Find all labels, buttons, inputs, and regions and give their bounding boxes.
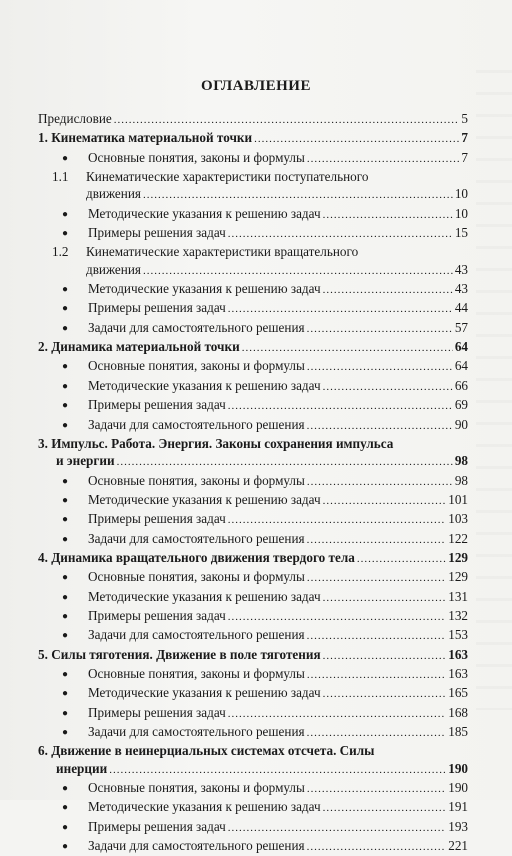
toc-entry-text: Основные понятия, законы и формулы [88,780,305,796]
bullet-icon: ● [62,208,69,220]
toc-page-number: 43 [454,281,468,297]
bullet-icon: ● [62,303,69,315]
toc-entry-text: Примеры решения задач [88,225,226,241]
toc-row [38,110,468,129]
toc-bullet-row [38,588,468,607]
leader-dots [323,207,453,224]
bullet-icon: ● [62,802,69,814]
toc-entry-text: Примеры решения задач [88,300,226,316]
leader-dots [307,725,447,742]
toc-chapter-row [38,549,468,568]
toc-page-number: 98 [454,472,468,488]
toc-entry-text: Методические указания к решению задач [88,377,321,393]
toc-chapter-title: 2. Динамика материальной точки [38,339,240,355]
leader-dots [228,301,453,318]
toc-bullet-row [38,798,468,817]
bullet-icon: ● [62,783,69,795]
toc-page-number: 7 [461,149,468,165]
leader-dots [323,282,453,299]
toc-bullet-row [38,205,468,224]
toc-chapter-title: и энергии [56,453,115,469]
toc-page-number: 90 [454,416,468,432]
toc-bullet-row [38,607,468,626]
toc-bullet-row [38,626,468,645]
toc-page-number: 168 [448,704,468,720]
table-of-contents [38,110,468,856]
leader-dots [323,648,447,665]
bullet-icon: ● [62,419,69,431]
leader-dots [323,493,447,510]
toc-page-number: 7 [461,130,468,146]
toc-entry-text: Методические указания к решению задач [88,205,321,221]
bullet-icon: ● [62,630,69,642]
toc-subsection [38,168,468,205]
leader-dots [228,609,446,626]
bleed-through-shadow [476,70,512,710]
toc-subsection [38,243,468,280]
bullet-icon: ● [62,610,69,622]
page-title: ОГЛАВЛЕНИЕ [201,78,311,94]
toc-page-number: 131 [448,588,468,604]
toc-bullet-row [38,818,468,837]
toc-entry-text: Примеры решения задач [88,818,226,834]
toc-bullet-row [38,377,468,396]
leader-dots [117,454,453,471]
bullet-icon: ● [62,380,69,392]
toc-page-number: 163 [448,646,468,662]
toc-chapter-two-line [38,435,468,472]
toc-page-number: 10 [454,205,468,221]
leader-dots [228,226,453,243]
toc-bullet-row [38,723,468,742]
toc-page-number: 44 [454,300,468,316]
leader-dots [357,551,446,568]
toc-entry-text: Задачи для самостоятельного решения [88,627,305,643]
toc-entry-text: Основные понятия, законы и формулы [88,665,305,681]
toc-entry-text: Основные понятия, законы и формулы [88,149,305,165]
leader-dots [228,512,446,529]
toc-bullet-row [38,416,468,435]
toc-page-number: 5 [461,111,468,126]
leader-dots [307,781,446,798]
leader-dots [143,187,453,204]
toc-bullet-row [38,530,468,549]
toc-entry-text: Предисловие [38,111,112,126]
toc-bullet-row [38,665,468,684]
leader-dots [323,686,447,703]
bullet-icon: ● [62,228,69,240]
leader-dots [307,321,453,338]
toc-bullet-row [38,319,468,338]
bullet-icon: ● [62,707,69,719]
leader-dots [307,570,446,587]
leader-dots [228,706,446,723]
bullet-icon: ● [62,475,69,487]
toc-chapter-title: 3. Импульс. Работа. Энергия. Законы сохранения импульса [38,435,394,451]
toc-bullet-row [38,472,468,491]
toc-chapter-row [38,646,468,665]
bullet-icon: ● [62,821,69,833]
toc-page-number: 98 [454,453,468,469]
toc-entry-text: Основные понятия, законы и формулы [88,358,305,374]
toc-entry-text: Кинематические характеристики поступательного [86,169,369,185]
toc-entry-text: Задачи для самостоятельного решения [88,530,305,546]
bullet-icon: ● [62,514,69,526]
bullet-icon: ● [62,688,69,700]
toc-page-number: 153 [448,627,468,643]
toc-chapter-row [38,129,468,148]
leader-dots [323,590,447,607]
toc-entry-text: Основные понятия, законы и формулы [88,472,305,488]
toc-page-number: 10 [454,186,468,202]
toc-page-number: 122 [448,530,468,546]
leader-dots [307,667,446,684]
toc-entry-text: Примеры решения задач [88,397,226,413]
toc-page-number: 57 [454,319,468,335]
bullet-icon: ● [62,400,69,412]
leader-dots [143,263,453,280]
bullet-icon: ● [62,322,69,334]
toc-entry-text: Методические указания к решению задач [88,799,321,815]
toc-bullet-row [38,837,468,856]
leader-dots [307,628,447,645]
toc-bullet-row [38,299,468,318]
toc-page-number: 185 [448,724,468,739]
leader-dots [307,839,447,856]
toc-bullet-row [38,491,468,510]
leader-dots [307,151,460,168]
bullet-icon: ● [62,533,69,545]
toc-page-number: 64 [454,358,468,374]
subsection-number: 1.1 [52,169,69,185]
toc-entry-text: Методические указания к решению задач [88,685,321,701]
toc-page-number: 163 [448,665,468,681]
toc-page-number: 101 [448,491,468,507]
toc-page-number: 103 [448,511,468,527]
toc-page-number: 221 [448,838,468,854]
leader-dots [228,820,446,837]
toc-chapter-row [38,338,468,357]
bullet-icon: ● [62,494,69,506]
toc-entry-text: Примеры решения задач [88,607,226,623]
toc-entry-text: Методические указания к решению задач [88,281,321,297]
toc-chapter-title: 1. Кинематика материальной точки [38,130,253,146]
toc-bullet-row [38,779,468,798]
bullet-icon: ● [62,361,69,373]
leader-dots [114,112,460,129]
leader-dots [228,398,453,415]
toc-page-number: 15 [454,225,468,241]
toc-page-number: 69 [454,397,468,413]
leader-dots [242,340,453,357]
toc-bullet-row [38,396,468,415]
toc-entry-text: Примеры решения задач [88,704,226,720]
toc-entry-text: Примеры решения задач [88,511,226,527]
toc-bullet-row [38,510,468,529]
bullet-icon: ● [62,668,69,680]
toc-page-number: 190 [448,760,468,776]
toc-entry-text: Задачи для самостоятельного решения [88,838,305,854]
toc-chapter-title: 4. Динамика вращательного движения твердого тела [38,549,355,565]
bullet-icon: ● [62,591,69,603]
toc-entry-text: Задачи для самостоятельного решения [88,416,305,432]
leader-dots [323,379,453,396]
bullet-icon: ● [62,284,69,296]
leader-dots [307,359,453,376]
toc-bullet-row [38,684,468,703]
toc-bullet-row [38,280,468,299]
toc-chapter-two-line [38,742,468,779]
toc-bullet-row [38,224,468,243]
toc-bullet-row [38,704,468,723]
leader-dots [307,532,447,549]
toc-chapter-title: инерции [56,760,108,776]
toc-page-number: 190 [448,780,468,796]
toc-bullet-row [38,149,468,168]
bullet-icon: ● [62,841,69,853]
toc-page-number: 193 [448,818,468,834]
bullet-icon: ● [62,727,69,738]
toc-page-number: 191 [448,799,468,815]
toc-page-number: 66 [454,377,468,393]
toc-page-number: 43 [454,261,468,277]
toc-page-number: 129 [448,569,468,585]
bullet-icon: ● [62,152,69,164]
toc-bullet-row [38,568,468,587]
toc-chapter-title: 5. Силы тяготения. Движение в поле тяготения [38,646,321,662]
toc-chapter-title: 6. Движение в неинерциальных системах отсчета. Силы [38,743,375,759]
leader-dots [307,418,453,435]
bullet-icon: ● [62,572,69,584]
toc-entry-text: движения [86,261,141,277]
toc-page-number: 129 [448,549,468,565]
leader-dots [109,762,446,779]
toc-page-number: 132 [448,607,468,623]
subsection-number: 1.2 [52,244,69,260]
toc-page-number: 165 [448,685,468,701]
leader-dots [254,131,459,148]
leader-dots [307,474,453,491]
toc-entry-text: Задачи для самостоятельного решения [88,724,305,739]
toc-entry-text: Кинематические характеристики вращательного [86,244,359,260]
toc-entry-text: Методические указания к решению задач [88,588,321,604]
toc-entry-text: Методические указания к решению задач [88,491,321,507]
toc-bullet-row [38,357,468,376]
toc-page-number: 64 [454,339,468,355]
toc-entry-text: Основные понятия, законы и формулы [88,569,305,585]
toc-entry-text: Задачи для самостоятельного решения [88,319,305,335]
toc-entry-text: движения [86,186,141,202]
leader-dots [323,800,447,817]
